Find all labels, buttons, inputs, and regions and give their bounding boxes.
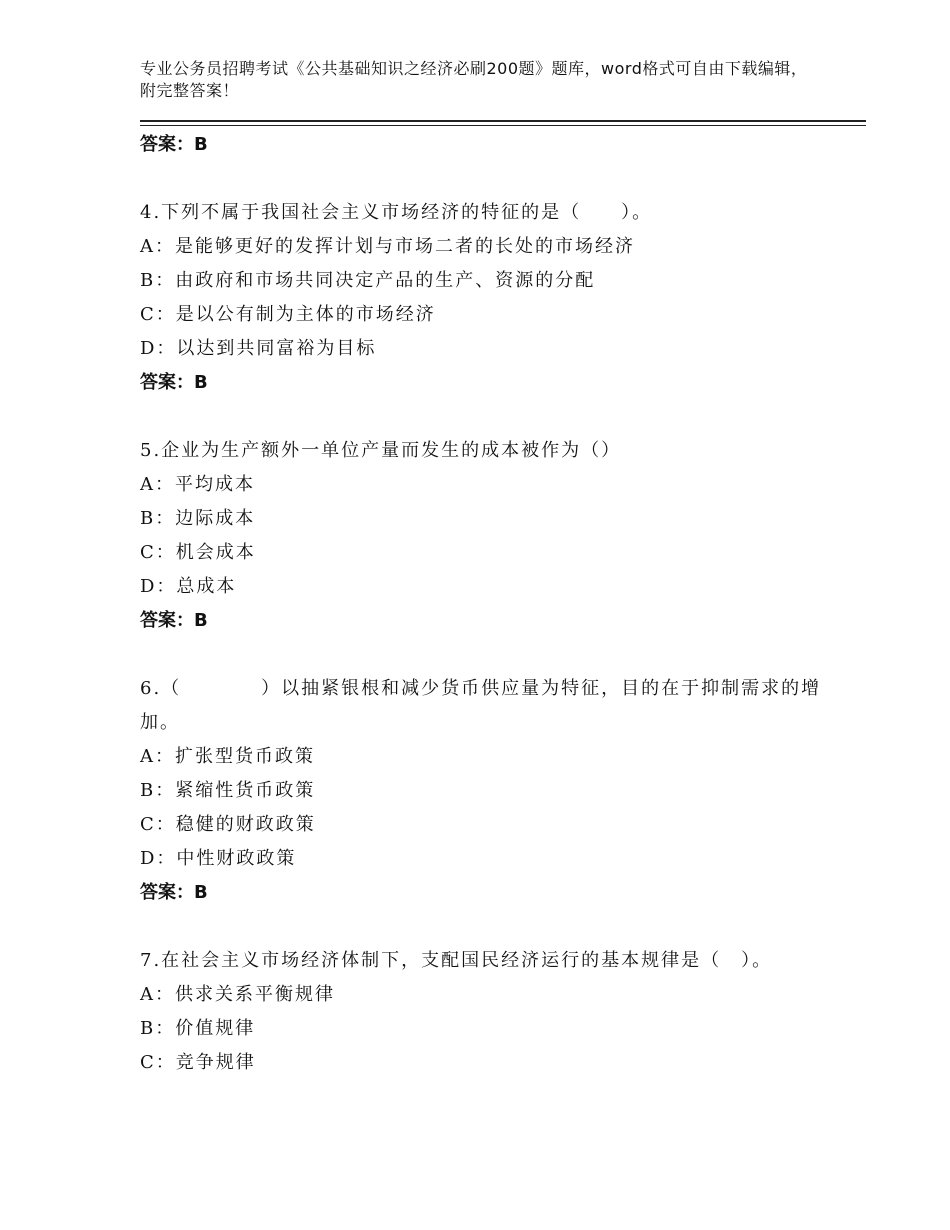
option-d: D：总成本 (140, 576, 237, 597)
option-c: C：是以公有制为主体的市场经济 (140, 304, 436, 325)
header-rule (140, 120, 866, 126)
option-b: B：紧缩性货币政策 (140, 780, 316, 801)
option-c: C：机会成本 (140, 542, 256, 563)
option-a: A：是能够更好的发挥计划与市场二者的长处的市场经济 (140, 236, 635, 257)
option-b: B：边际成本 (140, 508, 256, 529)
question-stem: 6.（ ）以抽紧银根和减少货币供应量为特征，目的在于抑制需求的增加。 (140, 678, 822, 733)
header-note: 专业公务员招聘考试《公共基础知识之经济必刷200题》题库，word格式可自由下载编辑，附完整答案！ (140, 59, 808, 100)
option-b: B：由政府和市场共同决定产品的生产、资源的分配 (140, 270, 596, 291)
option-a: A：扩张型货币政策 (140, 746, 315, 767)
answer-line: 答案：B (140, 134, 208, 155)
spacer (140, 162, 830, 196)
option-c: C：稳健的财政政策 (140, 814, 316, 835)
answer-line: 答案：B (140, 372, 208, 393)
question-list (140, 128, 830, 1080)
option-a: A：供求关系平衡规律 (140, 984, 335, 1005)
question-block (140, 434, 830, 638)
spacer (140, 910, 830, 944)
option-b: B：价值规律 (140, 1018, 256, 1039)
answer-line: 答案：B (140, 610, 208, 631)
question-block (140, 196, 830, 400)
spacer (140, 638, 830, 672)
option-d: D：以达到共同富裕为目标 (140, 338, 377, 359)
answer-line: 答案：B (140, 882, 208, 903)
question-block (140, 944, 830, 1080)
question-block (140, 672, 830, 910)
question-stem: 7.在社会主义市场经济体制下，支配国民经济运行的基本规律是（ ）。 (140, 950, 773, 971)
option-a: A：平均成本 (140, 474, 255, 495)
question-stem: 5.企业为生产额外一单位产量而发生的成本被作为（） (140, 440, 622, 461)
question-stem: 4.下列不属于我国社会主义市场经济的特征的是（ ）。 (140, 202, 653, 223)
option-d: D：中性财政政策 (140, 848, 297, 869)
spacer (140, 400, 830, 434)
option-c: C：竞争规律 (140, 1052, 256, 1073)
